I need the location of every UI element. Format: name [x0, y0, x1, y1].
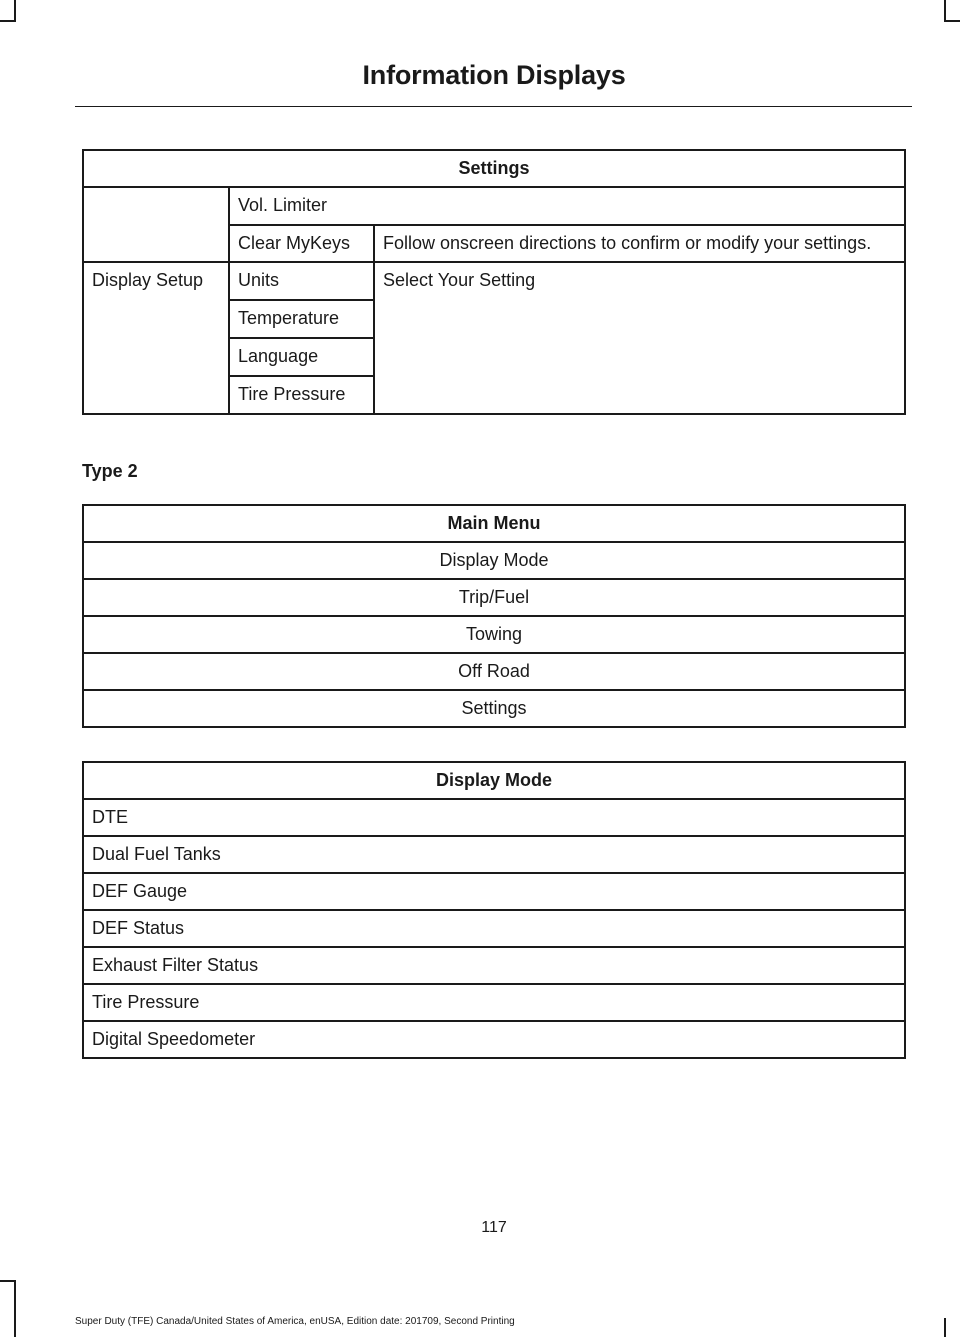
- settings-table: [82, 149, 906, 415]
- table-row: Trip/Fuel: [83, 579, 905, 616]
- crop-mark: [14, 1280, 16, 1337]
- units-cell: Units: [229, 262, 374, 300]
- clear-mykeys-desc-cell: Follow onscreen directions to confirm or modify your settings.: [374, 225, 905, 262]
- main-menu-heading: Main Menu: [83, 505, 905, 542]
- crop-mark: [14, 0, 16, 20]
- crop-mark: [0, 1280, 16, 1282]
- table-row: DEF Gauge: [83, 873, 905, 910]
- crop-mark: [0, 20, 16, 22]
- tire-pressure-cell: Tire Pressure: [229, 376, 374, 414]
- section-heading: Type 2: [82, 461, 138, 481]
- table-row: Off Road: [83, 653, 905, 690]
- vol-limiter-cell: Vol. Limiter: [229, 187, 905, 225]
- crop-mark: [944, 20, 960, 22]
- language-cell: Language: [229, 338, 374, 376]
- crop-mark: [944, 0, 946, 20]
- temperature-cell: Temperature: [229, 300, 374, 338]
- footer-text: Super Duty (TFE) Canada/United States of America, enUSA, Edition date: 201709, Second Printing: [75, 1316, 515, 1327]
- settings-table-heading: Settings: [83, 150, 905, 187]
- clear-mykeys-cell: Clear MyKeys: [229, 225, 374, 262]
- table-row: Exhaust Filter Status: [83, 947, 905, 984]
- table-row: DEF Status: [83, 910, 905, 947]
- display-setup-cell: Display Setup: [83, 262, 229, 414]
- crop-mark: [944, 1318, 946, 1337]
- table-row: Tire Pressure: [83, 984, 905, 1021]
- table-row: Display Mode: [83, 542, 905, 579]
- display-mode-heading: Display Mode: [83, 762, 905, 799]
- select-setting-cell: Select Your Setting: [374, 262, 905, 414]
- table-row: DTE: [83, 799, 905, 836]
- table-row: Dual Fuel Tanks: [83, 836, 905, 873]
- page-number: 117: [481, 1219, 507, 1236]
- table-row: Settings: [83, 690, 905, 727]
- table-row: Digital Speedometer: [83, 1021, 905, 1058]
- main-menu-table: [82, 504, 906, 728]
- table-row: Towing: [83, 616, 905, 653]
- settings-empty-cell: [83, 187, 229, 262]
- display-mode-table: [82, 761, 906, 1059]
- header-divider: [75, 106, 912, 107]
- page-title: Information Displays: [362, 60, 626, 90]
